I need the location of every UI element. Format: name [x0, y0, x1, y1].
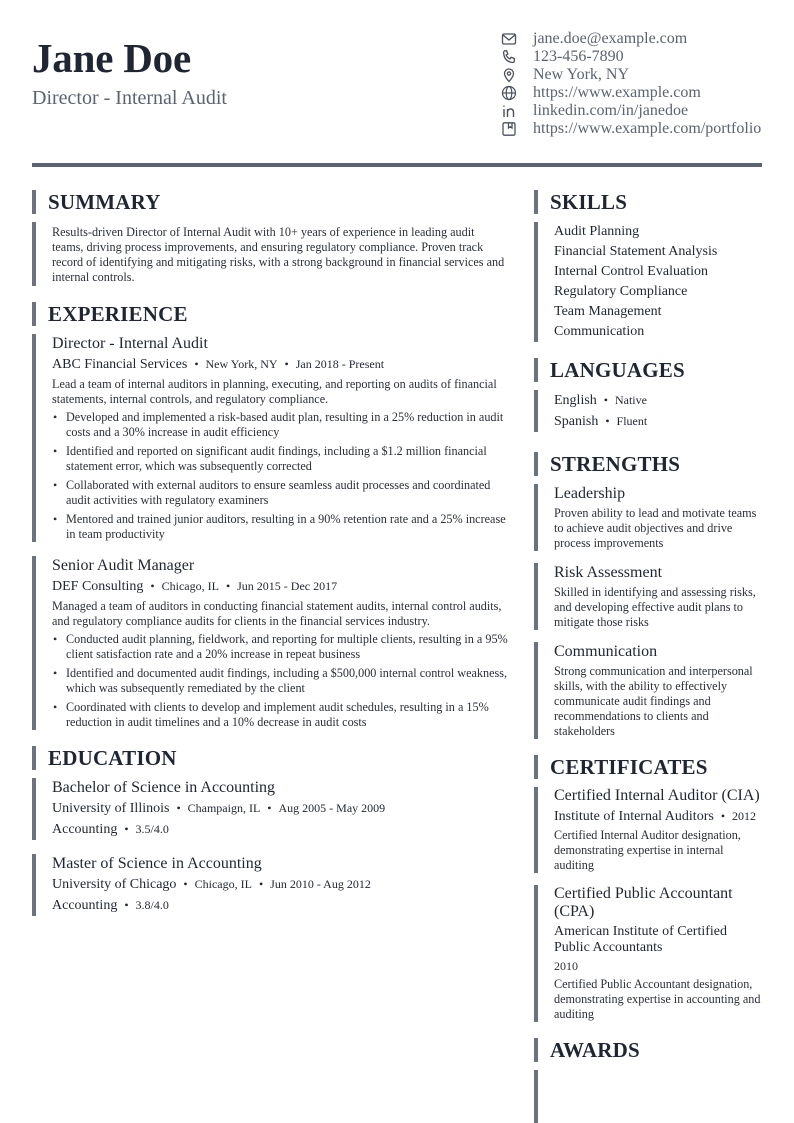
contact-email[interactable] [500, 30, 770, 48]
experience-item [32, 334, 510, 542]
language-level: Fluent [616, 414, 648, 428]
education-item [32, 854, 510, 916]
summary-heading: SUMMARY [32, 190, 510, 214]
language-name: Spanish [554, 414, 599, 429]
strength-item [534, 484, 766, 551]
experience-item [32, 556, 510, 730]
gpa: 3.8/4.0 [135, 898, 169, 912]
education-dates: Aug 2005 - May 2009 [278, 801, 386, 815]
language-item: Spanish • Fluent [554, 414, 648, 429]
achievement-list [52, 410, 510, 542]
summary-section [32, 222, 510, 286]
education-field: Accounting • 3.5/4.0 [52, 822, 169, 837]
skill-item: Internal Control Evaluation [554, 264, 708, 279]
skill-item: Communication [554, 324, 645, 339]
certificate-description: Certified Public Accountant designation, demonstrating expertise in accounting and auditing [554, 977, 761, 1021]
certificate-title: Certified Public Accountant (CPA) [554, 885, 733, 920]
language-name: English [554, 393, 597, 408]
phone-icon [500, 49, 517, 66]
job-title: Director - Internal Audit [52, 335, 208, 352]
awards-heading: AWARDS [534, 1038, 766, 1062]
certificates-heading: CERTIFICATES [534, 755, 766, 779]
degree-title: Master of Science in Accounting [52, 855, 262, 872]
strength-title: Communication [554, 643, 658, 660]
resume-header [32, 30, 762, 142]
job-description: Managed a team of auditors in conducting financial statement audits, internal control audits, and regulatory compliance audits for clients in the financial services industry. [52, 599, 502, 628]
achievement-item: • Conducted audit planning, fieldwork, and reporting for multiple clients, resulting in a 95% client satisfaction rate and a 20% increase in repeat business [52, 632, 510, 662]
globe-icon [500, 85, 517, 102]
education-item [32, 778, 510, 840]
education-meta: University of Illinois • Champaign, IL • Aug 2005 - May 2009 [52, 801, 386, 816]
contact-location [500, 66, 770, 84]
gpa: 3.5/4.0 [135, 822, 169, 836]
achievement-list [52, 632, 510, 730]
school-location: Champaign, IL [187, 801, 261, 815]
header-divider [32, 163, 762, 167]
languages-heading: LANGUAGES [534, 358, 766, 382]
degree-title: Bachelor of Science in Accounting [52, 779, 276, 796]
strength-title: Leadership [554, 485, 626, 502]
certificate-description: Certified Internal Auditor designation, demonstrating expertise in internal auditing [554, 828, 741, 872]
school-name: University of Chicago [52, 877, 177, 892]
skill-item: Team Management [554, 304, 662, 319]
email-text: jane.doe@example.com [533, 30, 688, 47]
contact-website[interactable] [500, 84, 770, 102]
location-pin-icon [500, 67, 517, 84]
contact-list [500, 30, 770, 138]
job-meta: ABC Financial Services • New York, NY • Jan 2018 - Present [52, 357, 385, 372]
job-title: Senior Audit Manager [52, 557, 195, 574]
certificate-date: 2010 [554, 959, 578, 973]
school-location: Chicago, IL [194, 877, 252, 891]
job-location: New York, NY [205, 357, 278, 371]
awards-section [534, 1070, 766, 1123]
certificate-title: Certified Internal Auditor (CIA) [554, 787, 760, 804]
achievement-item: • Identified and reported on significant audit findings, including a $1.2 million financial statement error, which was subsequently corrected [52, 444, 510, 474]
certificate-item [534, 787, 766, 873]
job-location: Chicago, IL [161, 579, 219, 593]
portfolio-link: https://www.example.com/portfolio [533, 120, 762, 137]
field-of-study: Accounting [52, 898, 118, 913]
achievement-item: • Mentored and trained junior auditors, resulting in a 90% retention rate and a 25% increase in team productivity [52, 512, 510, 542]
achievement-item: • Coordinated with clients to develop and implement audit schedules, resulting in a 15% reduction in audit timelines and a 10% decrease in audit costs [52, 700, 510, 730]
skill-item: Financial Statement Analysis [554, 244, 718, 259]
field-of-study: Accounting [52, 822, 118, 837]
certificate-date: 2012 [732, 809, 757, 823]
education-field: Accounting • 3.8/4.0 [52, 898, 169, 913]
certificate-meta: Institute of Internal Auditors • 2012 [554, 809, 757, 824]
strength-description: Strong communication and interpersonal skills, with the ability to effectively communicate audit findings and recommendations to clients and stakeholders [554, 664, 753, 738]
strength-description: Proven ability to lead and motivate teams to achieve audit objectives and drive process improvements [554, 506, 757, 550]
contact-portfolio[interactable] [500, 120, 770, 138]
achievement-item: • Collaborated with external auditors to ensure seamless audit processes and coordinated audit activities with regulatory examiners [52, 478, 510, 508]
job-dates: Jun 2015 - Dec 2017 [237, 579, 338, 593]
candidate-name: Jane Doe [32, 35, 191, 81]
languages-section [534, 390, 766, 432]
contact-phone[interactable] [500, 48, 770, 66]
location-text: New York, NY [533, 66, 630, 83]
linkedin-icon [500, 103, 517, 120]
strengths-heading: STRENGTHS [534, 452, 766, 476]
bookmark-icon [500, 121, 517, 138]
education-dates: Jun 2010 - Aug 2012 [270, 877, 371, 891]
left-column [32, 190, 510, 916]
job-dates: Jan 2018 - Present [295, 357, 385, 371]
experience-heading: EXPERIENCE [32, 302, 510, 326]
candidate-role: Director - Internal Audit [32, 87, 227, 109]
skill-item: Audit Planning [554, 224, 640, 239]
strength-item [534, 642, 766, 739]
right-column [534, 190, 766, 1123]
strength-title: Risk Assessment [554, 564, 663, 581]
skills-heading: SKILLS [534, 190, 766, 214]
job-description: Lead a team of internal auditors in planning, executing, and reporting on audits of financial statements, internal controls, and regulatory compliance. [52, 377, 497, 406]
language-level: Native [614, 393, 647, 407]
strength-description: Skilled in identifying and assessing risks, and developing effective audit plans to mitigate those risks [554, 585, 756, 629]
contact-linkedin[interactable] [500, 102, 770, 120]
education-meta: University of Chicago • Chicago, IL • Jun 2010 - Aug 2012 [52, 877, 371, 892]
language-item: English • Native [554, 393, 647, 408]
summary-text: Results-driven Director of Internal Audit with 10+ years of experience in leading audit teams, driving process improvements, and ensuring regulatory compliance. Proven track record of identifying and mitigating risks, with a strong background in financial services and internal controls. [52, 225, 505, 284]
certificate-issuer: Institute of Internal Auditors [554, 809, 714, 824]
mail-icon [500, 31, 517, 48]
phone-text: 123-456-7890 [533, 48, 624, 65]
company-name: ABC Financial Services [52, 357, 188, 372]
certificate-item [534, 885, 766, 1022]
linkedin-link: linkedin.com/in/janedoe [533, 102, 689, 119]
achievement-item: • Developed and implemented a risk-based audit plan, resulting in a 25% reduction in audit costs and a 30% increase in audit efficiency [52, 410, 510, 440]
strength-item [534, 563, 766, 630]
job-meta: DEF Consulting • Chicago, IL • Jun 2015 - Dec 2017 [52, 579, 338, 594]
certificate-issuer: American Institute of Certified Public Accountants [554, 924, 727, 955]
website-link: https://www.example.com [533, 84, 701, 101]
school-name: University of Illinois [52, 801, 170, 816]
skills-section [534, 222, 766, 342]
skill-item: Regulatory Compliance [554, 284, 688, 299]
achievement-item: • Identified and documented audit findings, including a $500,000 internal control weakness, which was subsequently remediated by the client [52, 666, 510, 696]
education-heading: EDUCATION [32, 746, 510, 770]
company-name: DEF Consulting [52, 579, 144, 594]
